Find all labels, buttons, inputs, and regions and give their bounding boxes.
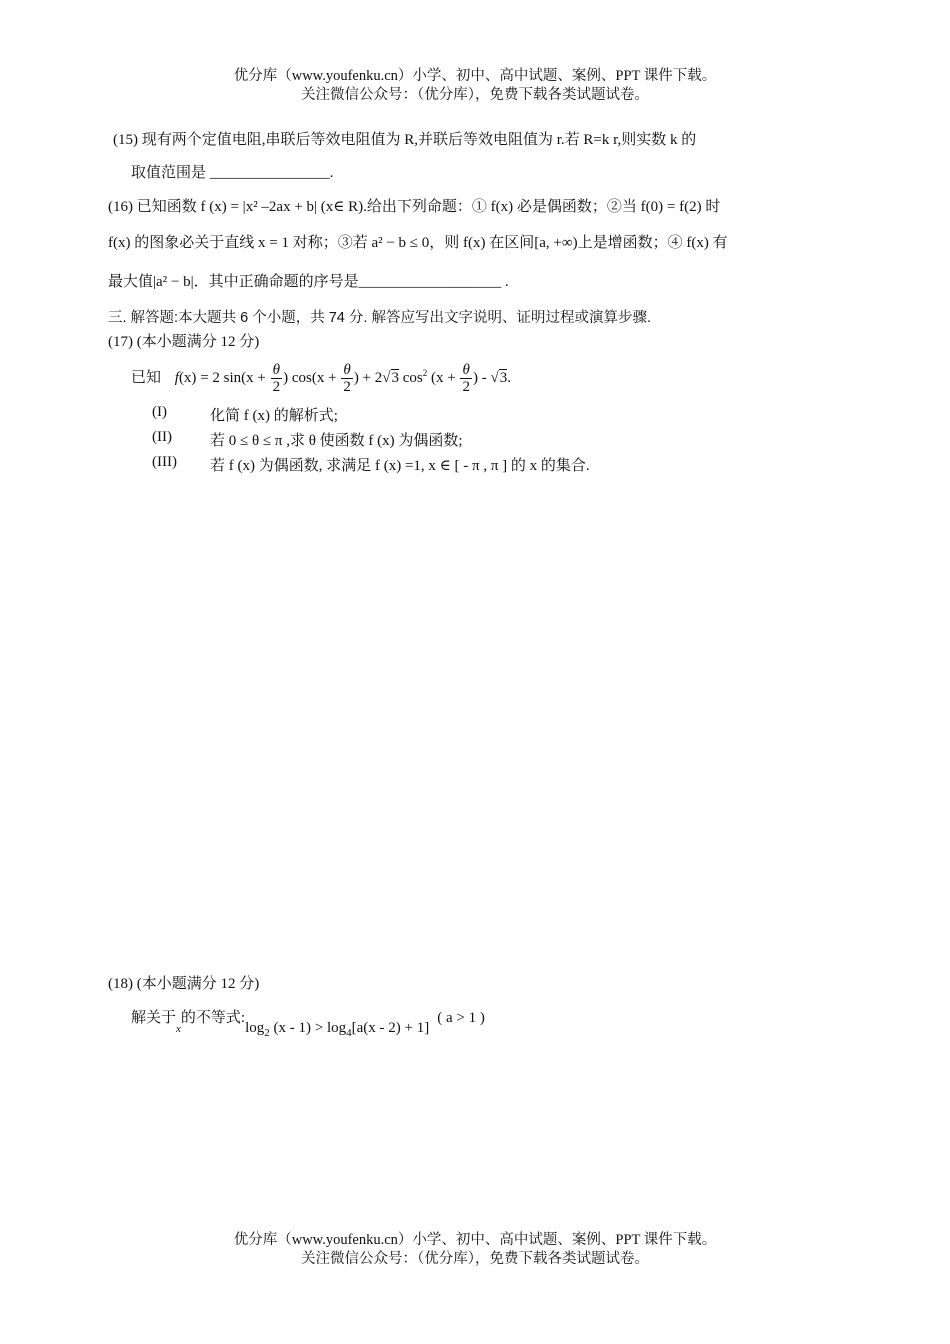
- footer-line-2: 关注微信公众号：（优分库），免费下载各类试题试卷。: [301, 1251, 649, 1267]
- q17-part-2-label: (II): [152, 429, 172, 445]
- q18-suffix: 的不等式:: [180, 1010, 246, 1026]
- header-line-2: 关注微信公众号：（优分库），免费下载各类试题试卷。: [301, 87, 649, 103]
- q18-inequality: $\log_2 (x - 1) > \log_4[a(x - 2) + 1]$: [245, 1020, 430, 1039]
- q16-line-2: f(x) 的图象必关于直线 x = 1 对称；③若 a² − b ≤ 0，则 f(x) 在区间[a, +∞)上是增函数；④ f(x) 有: [108, 235, 728, 251]
- q15-line-2: 取值范围是 ________________.: [131, 165, 334, 181]
- q17-part-1-label: (I): [152, 404, 167, 420]
- header-line-1: 优分库（www.youfenku.cn）小学、初中、高中试题、案例、PPT 课件下载。: [233, 68, 717, 84]
- q18-heading: (18) (本小题满分 12 分): [108, 976, 260, 992]
- q17-given: [131, 356, 511, 395]
- q15-line-1: (15) 现有两个定值电阻,串联后等效电阻值为 R,并联后等效电阻值为 r.若 R=k r,则实数 k 的: [113, 132, 697, 148]
- q18-condition: ( a > 1 ): [437, 1010, 485, 1026]
- q17-part-1-text: 化简 f (x) 的解析式;: [210, 408, 338, 424]
- q17-part-3-text: 若 f (x) 为偶函数, 求满足 f (x) =1, x ∈ [ - π , π ] 的 x 的集合.: [210, 458, 590, 474]
- q17-part-3-label: (III): [152, 454, 177, 470]
- q18-var-x: x: [176, 1023, 181, 1035]
- q17-formula: f(x) = 2 sin(x + $\frac{\theta}{2}$ ) cos(x + $\frac{\theta}{2}$ ) + 2√3 $\cos^2 (x$ + $\frac{\theta}{2}$ ) - √3.: [174, 362, 511, 396]
- q16-line-1: (16) 已知函数 f (x) = |x² –2ax + b| (x∈ R).给出下列命题：① f(x) 必是偶函数；②当 f(0) = f(2) 时: [108, 199, 721, 215]
- footer-line-1: 优分库（www.youfenku.cn）小学、初中、高中试题、案例、PPT 课件下载。: [233, 1232, 717, 1248]
- section-3-title: 三. 解答题:本大题共 6 个小题，共 74 分. 解答应写出文字说明、证明过程或演算步骤.: [108, 310, 651, 326]
- q17-given-prefix: 已知: [131, 370, 162, 386]
- q17-heading: (17) (本小题满分 12 分): [108, 334, 260, 350]
- q16-line-3: 最大值|a² − b|．其中正确命题的序号是___________________ .: [108, 274, 509, 290]
- q18-problem: [131, 1006, 485, 1039]
- q17-part-2-text: 若 0 ≤ θ ≤ π ,求 θ 使函数 f (x) 为偶函数;: [210, 433, 463, 449]
- q18-prefix: 解关于: [131, 1010, 177, 1026]
